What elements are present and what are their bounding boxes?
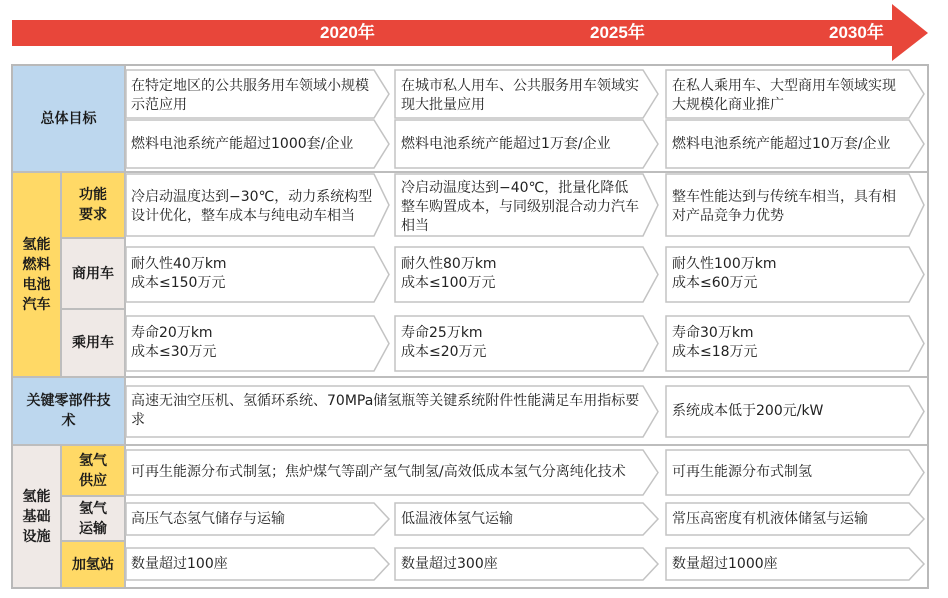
cell-goal-cap-2025 (401, 122, 641, 166)
row-header-overall-goals: 总体目标 (13, 66, 124, 171)
year-2020-label: 2020年 (320, 23, 375, 42)
cell-passenger-2030 (672, 317, 902, 369)
year-2025-label: 2025年 (590, 23, 645, 42)
cell-key-parts-2030 (672, 387, 902, 435)
cell-goal-app-2025 (401, 74, 641, 118)
cell-text: 高压气态氢气储存与运输 (131, 510, 285, 527)
cell-text: 在特定地区的公共服务用车领域小规模示范应用 (131, 78, 369, 113)
cell-station-2030 (672, 549, 902, 579)
row-header-infra-label: 氢能基础设施 (22, 488, 51, 545)
cell-text: 冷启动温度达到−30℃，动力系统构型设计优化，整车成本与纯电动车相当 (131, 189, 373, 224)
subheader-supply-label: 氢气供应 (79, 452, 107, 489)
subheader-transport-label: 氢气运输 (79, 500, 107, 537)
cell-text: 寿命25万km 成本≤20万元 (401, 325, 487, 360)
year-2030-label: 2030年 (829, 23, 884, 42)
cell-text: 整车性能达到与传统车相当，具有相对产品竞争力优势 (672, 189, 896, 224)
cell-text: 可再生能源分布式制氢；焦炉煤气等副产氢气制氢/高效低成本氢气分离纯化技术 (131, 463, 626, 480)
cell-text: 低温液体氢气运输 (401, 510, 513, 527)
cell-text: 耐久性100万km 成本≤60万元 (672, 256, 777, 291)
cell-key-parts-2020-2025 (131, 387, 646, 435)
cell-text: 燃料电池系统产能超过1000套/企业 (131, 135, 354, 152)
cell-station-2025 (401, 549, 641, 579)
cell-commercial-2020 (131, 248, 371, 300)
cell-passenger-2025 (401, 317, 641, 369)
cell-commercial-2030 (672, 248, 902, 300)
cell-text: 在城市私人用车、公共服务用车领域实现大批量应用 (401, 78, 639, 113)
cell-goal-cap-2030 (672, 122, 902, 166)
cell-function-2020 (131, 177, 377, 237)
subheader-commercial: 商用车 (62, 239, 124, 308)
cell-text: 系统成本低于200元/kW (672, 402, 824, 419)
cell-goal-app-2020 (131, 74, 371, 118)
cell-text: 数量超过300座 (401, 555, 498, 572)
cell-text: 寿命20万km 成本≤30万元 (131, 325, 217, 360)
cell-text: 燃料电池系统产能超过1万套/企业 (401, 135, 611, 152)
cell-text: 数量超过1000座 (672, 555, 778, 572)
cell-text: 耐久性40万km 成本≤150万元 (131, 256, 227, 291)
cell-passenger-2020 (131, 317, 371, 369)
cell-text: 常压高密度有机液体储氢与运输 (672, 510, 868, 527)
row-header-fcv-label: 氢能燃料电池汽车 (22, 236, 51, 313)
cell-goal-cap-2020 (131, 122, 371, 166)
cell-transport-2030 (672, 504, 908, 534)
subheader-station: 加氢站 (62, 542, 124, 587)
cell-supply-2030 (672, 451, 902, 493)
cell-text: 耐久性80万km 成本≤100万元 (401, 256, 497, 291)
cell-commercial-2025 (401, 248, 641, 300)
cell-text: 冷启动温度达到−40℃，批量化降低整车购置成本，与同级别混合动力汽车相当 (401, 179, 639, 234)
cell-transport-2020 (131, 504, 371, 534)
cell-function-2025 (401, 177, 641, 237)
cell-text: 在私人乘用车、大型商用车领域实现大规模化商业推广 (672, 78, 896, 113)
subheader-passenger: 乘用车 (62, 310, 124, 376)
cell-goal-app-2030 (672, 74, 902, 118)
cell-text: 燃料电池系统产能超过10万套/企业 (672, 135, 891, 152)
cell-text: 数量超过100座 (131, 555, 228, 572)
cell-text: 高速无油空压机、氢循环系统、70MPa储氢瓶等关键系统附件性能满足车用指标要求 (131, 393, 640, 428)
row-header-key-parts-label: 关键零部件技术 (26, 393, 111, 429)
cell-station-2020 (131, 549, 371, 579)
cell-text: 寿命30万km 成本≤18万元 (672, 325, 758, 360)
cell-supply-2020-2025 (131, 451, 646, 493)
subheader-function-label: 功能要求 (79, 187, 107, 223)
cell-text: 可再生能源分布式制氢 (672, 463, 812, 480)
cell-transport-2025 (401, 504, 641, 534)
cell-function-2030 (672, 177, 908, 237)
